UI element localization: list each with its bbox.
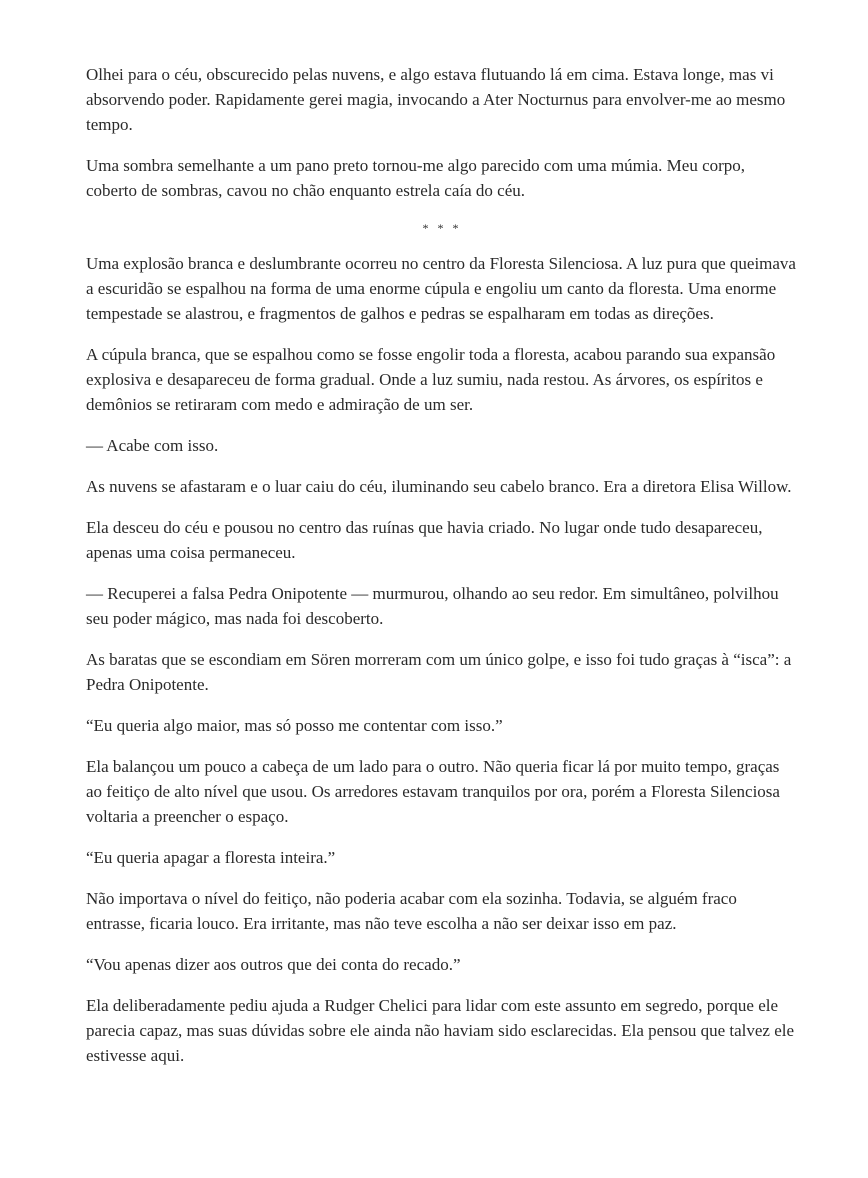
paragraph-8: — Recuperei a falsa Pedra Onipotente — murmurou, olhando ao seu redor. Em simultâneo, polvilhou seu poder mágico, mas nada foi descoberto. [86,584,779,628]
paragraph-2: Uma sombra semelhante a um pano preto tornou-me algo parecido com uma múmia. Meu corpo, coberto de sombras, cavou no chão enquanto estrela caía do céu. [86,156,746,200]
paragraph-15: Ela deliberadamente pediu ajuda a Rudger Chelici para lidar com este assunto em segredo, porque ele parecia capaz, mas suas dúvidas sobre ele ainda não haviam sido esclarecidas. Ela pensou que talvez ele estivesse aqui. [86,996,795,1065]
paragraph-12: “Eu queria apagar a floresta inteira.” [86,848,336,867]
paragraph-3: Uma explosão branca e deslumbrante ocorreu no centro da Floresta Silenciosa. A luz pura que queimava a escuridão se espalhou na forma de uma enorme cúpula e engoliu um canto da floresta. Uma enorme tempestade se alastrou, e fragmentos de galhos e pedras se espalharam em todas as direções. [86,254,796,323]
paragraph-14: “Vou apenas dizer aos outros que dei conta do recado.” [86,955,461,974]
paragraph-6: As nuvens se afastaram e o luar caiu do céu, iluminando seu cabelo branco. Era a diretora Elisa Willow. [86,477,792,496]
paragraph-11: Ela balançou um pouco a cabeça de um lado para o outro. Não queria ficar lá por muito tempo, graças ao feitiço de alto nível que usou. Os arredores estavam tranquilos por ora, porém a Floresta Silenciosa voltaria a preencher o espaço. [86,757,780,826]
paragraph-9: As baratas que se escondiam em Sören morreram com um único golpe, e isso foi tudo graças à “isca”: a Pedra Onipotente. [86,650,792,694]
paragraph-7: Ela desceu do céu e pousou no centro das ruínas que havia criado. No lugar onde tudo desapareceu, apenas uma coisa permaneceu. [86,518,763,562]
scene-separator: * * * [422,221,462,235]
paragraph-10: “Eu queria algo maior, mas só posso me contentar com isso.” [86,716,503,735]
paragraph-13: Não importava o nível do feitiço, não poderia acabar com ela sozinha. Todavia, se alguém fraco entrasse, ficaria louco. Era irritante, mas não teve escolha a não ser deixar isso em paz. [86,889,737,933]
paragraph-1: Olhei para o céu, obscurecido pelas nuvens, e algo estava flutuando lá em cima. Estava longe, mas vi absorvendo poder. Rapidamente gerei magia, invocando a Ater Nocturnus para envolver-me ao mesmo tempo. [86,65,786,134]
paragraph-5: — Acabe com isso. [86,436,219,455]
paragraph-4: A cúpula branca, que se espalhou como se fosse engolir toda a floresta, acabou parando sua expansão explosiva e desapareceu de forma gradual. Onde a luz sumiu, nada restou. As árvores, os espíritos e demônios se retiraram com medo e admiração de um ser. [86,345,776,414]
